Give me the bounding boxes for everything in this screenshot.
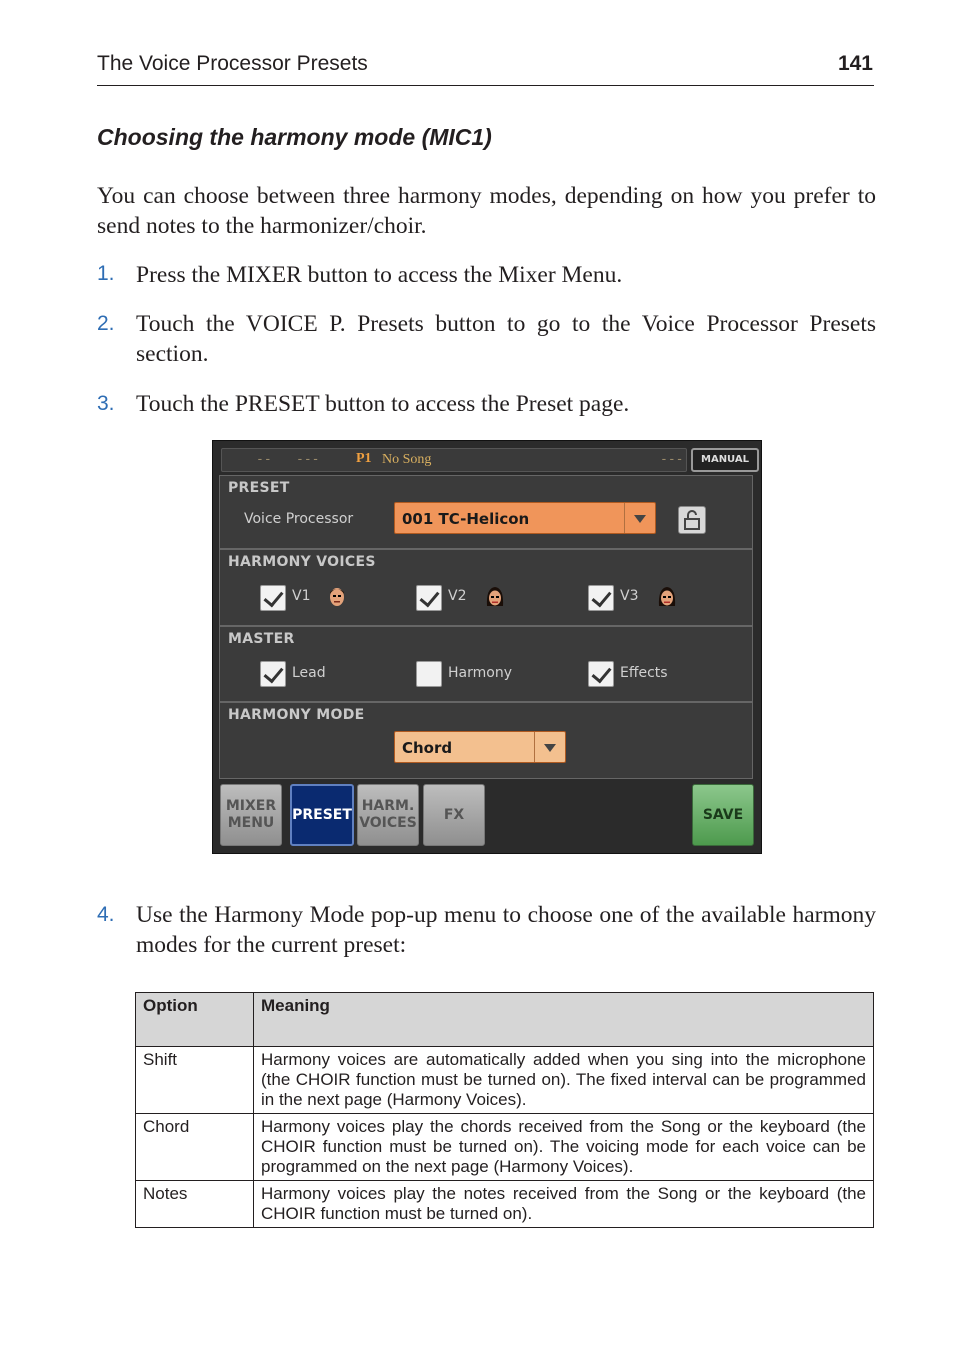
voice-processor-value: 001 TC-Helicon [402, 510, 530, 528]
manual-button[interactable]: MANUAL [691, 448, 759, 472]
fx-tab[interactable]: FX [423, 784, 485, 846]
v2-label: V2 [448, 588, 467, 604]
preset-tab[interactable]: PRESET [290, 784, 354, 846]
step-2-text: Touch the VOICE P. Presets button to go to the Voice Processor Presets section. [136, 311, 876, 367]
step-1-number: 1. [97, 262, 115, 285]
header-option: Option [136, 993, 254, 1047]
part-indicator: P1 [356, 451, 372, 466]
master-panel [219, 626, 753, 702]
device-screenshot [212, 440, 762, 854]
voice-processor-label: Voice Processor [244, 511, 354, 527]
mixer-menu-line2: MENU [227, 815, 275, 831]
step-3-number: 3. [97, 392, 115, 415]
preset-panel [219, 475, 753, 549]
table-row [136, 1047, 874, 1114]
harm-voices-line2: VOICES [359, 815, 417, 831]
harm-voices-tab[interactable] [357, 784, 419, 846]
harmony-label: Harmony [448, 665, 512, 681]
status-mid-dashes: --- [296, 452, 320, 467]
effects-checkbox[interactable] [588, 661, 614, 687]
status-bar [221, 448, 687, 472]
harm-voices-line1: HARM. [361, 798, 415, 814]
step-4-number: 4. [97, 903, 115, 926]
step-2-number: 2. [97, 312, 115, 335]
meaning-cell: Harmony voices play the notes received from the Song or the keyboard (the CHOIR function must be turned on). [254, 1181, 874, 1228]
step-3-text: Touch the PRESET button to access the Preset page. [136, 391, 630, 417]
save-button[interactable]: SAVE [692, 784, 754, 846]
v2-checkbox[interactable] [416, 585, 442, 611]
song-name: No Song [382, 452, 432, 467]
lock-button[interactable] [678, 506, 706, 534]
step-1-text: Press the MIXER button to access the Mixer Menu. [136, 262, 623, 288]
page-number: 141 [837, 52, 873, 75]
option-cell: Chord [136, 1114, 254, 1181]
v3-label: V3 [620, 588, 639, 604]
status-right-dashes: --- [660, 452, 684, 467]
male-voice-icon [328, 586, 346, 608]
harmony-mode-dropdown[interactable] [394, 731, 566, 763]
option-cell: Notes [136, 1181, 254, 1228]
harmony-mode-value: Chord [402, 739, 453, 757]
voice-processor-dropdown[interactable] [394, 502, 656, 534]
lock-icon [679, 507, 705, 533]
master-label: MASTER [228, 631, 295, 647]
harmony-mode-panel [219, 702, 753, 779]
mixer-menu-tab[interactable] [220, 784, 282, 846]
table-header-row [136, 993, 874, 1047]
v1-checkbox[interactable] [260, 585, 286, 611]
table-row [136, 1114, 874, 1181]
lead-label: Lead [292, 665, 326, 681]
meaning-cell: Harmony voices are automatically added when you sing into the microphone (the CHOIR function must be turned on). The fixed interval can be programmed in the next page (Harmony Voices). [254, 1047, 874, 1114]
table-row [136, 1181, 874, 1228]
option-cell: Shift [136, 1047, 254, 1114]
section-title: Choosing the harmony mode (MIC1) [97, 124, 492, 150]
harmony-voices-panel [219, 549, 753, 626]
intro-paragraph: You can choose between three harmony modes, depending on how you prefer to send notes to the harmonizer/choir. [97, 183, 876, 239]
mixer-menu-line1: MIXER [225, 798, 277, 814]
lead-checkbox[interactable] [260, 661, 286, 687]
step-4-text: Use the Harmony Mode pop-up menu to choose one of the available harmony modes for the current preset: [136, 902, 876, 958]
harmony-mode-label: HARMONY MODE [228, 707, 365, 723]
chevron-down-icon [624, 503, 655, 533]
chevron-down-icon [534, 732, 565, 762]
status-left-dashes: -- [256, 452, 272, 467]
female-voice-icon [486, 586, 504, 608]
female-voice-icon [658, 586, 676, 608]
effects-label: Effects [620, 665, 668, 681]
meaning-cell: Harmony voices play the chords received from the Song or the keyboard (the CHOIR function must be turned on). The voicing mode for each voice can be programmed on the next page (Harmony Voices). [254, 1114, 874, 1181]
running-header-title: The Voice Processor Presets [97, 52, 368, 75]
harmony-checkbox[interactable] [416, 661, 442, 687]
v1-label: V1 [292, 588, 311, 604]
v3-checkbox[interactable] [588, 585, 614, 611]
header-rule [97, 85, 874, 86]
header-meaning: Meaning [254, 993, 874, 1047]
harmony-voices-label: HARMONY VOICES [228, 554, 376, 570]
harmony-mode-table [135, 992, 874, 1228]
preset-panel-label: PRESET [228, 480, 290, 496]
